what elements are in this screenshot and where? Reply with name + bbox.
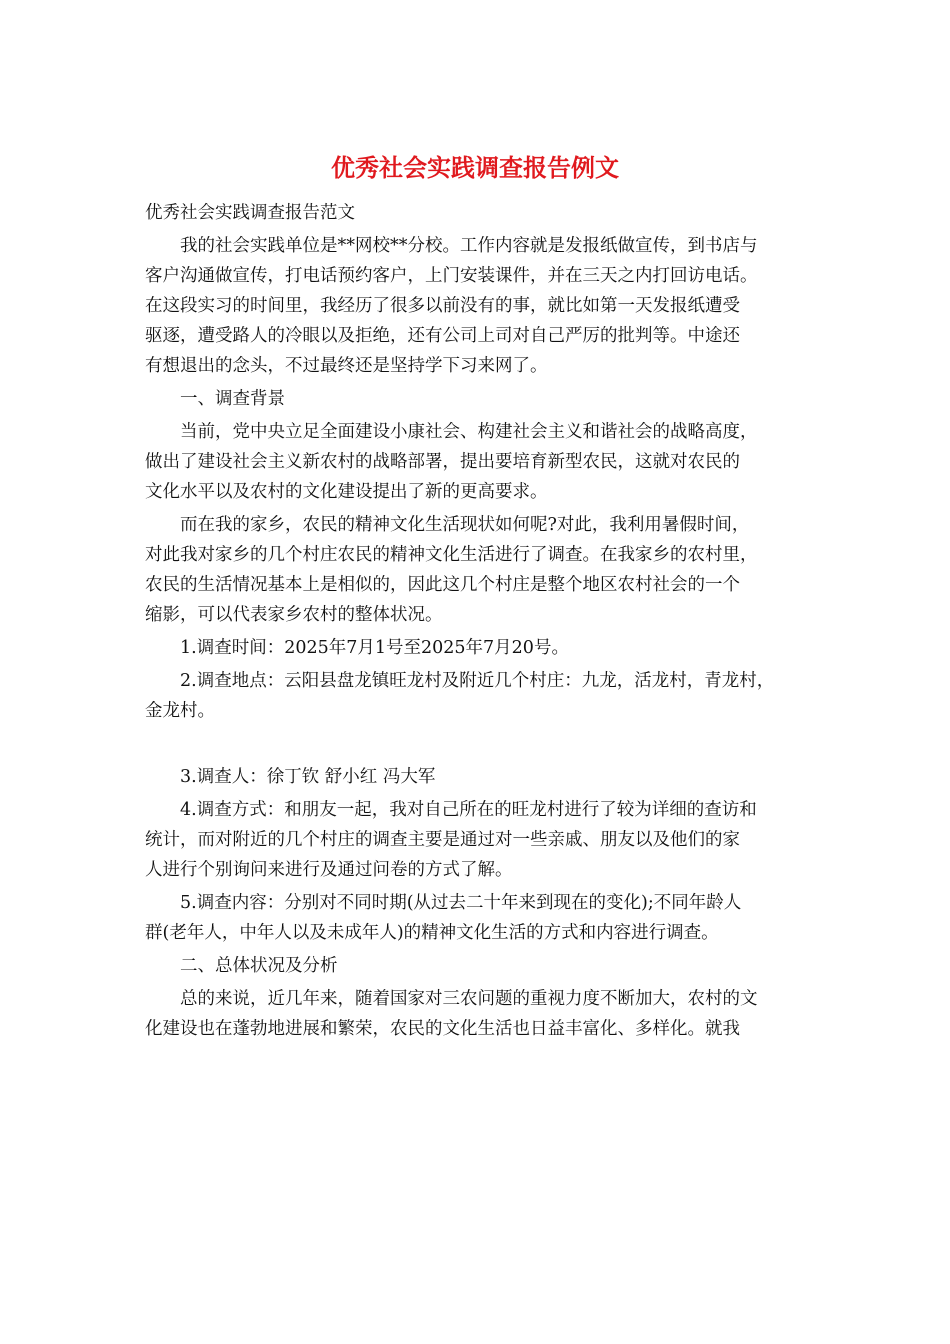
paragraph-line: 做出了建设社会主义新农村的战略部署，提出要培育新型农民，这就对农民的	[145, 452, 740, 472]
paragraph	[145, 888, 817, 948]
paragraph-line: 4.调查方式：和朋友一起，我对自己所在的旺龙村进行了较为详细的查访和	[180, 800, 757, 820]
document-title: 优秀社会实践调查报告例文	[331, 153, 619, 182]
paragraph	[145, 384, 817, 414]
document-body	[145, 198, 817, 1047]
paragraph-line: 而在我的家乡，农民的精神文化生活现状如何呢?对此，我利用暑假时间，	[180, 515, 750, 535]
paragraph-line: 客户沟通做宣传，打电话预约客户，上门安装课件，并在三天之内打回访电话。	[145, 266, 758, 286]
paragraph-line: 有想退出的念头，不过最终还是坚持学下习来网了。	[145, 356, 548, 376]
paragraph-line: 总的来说，近几年来，随着国家对三农问题的重视力度不断加大，农村的文	[180, 989, 758, 1009]
paragraph	[145, 633, 817, 663]
paragraph-line: 金龙村。	[145, 701, 215, 721]
paragraph-line: 3.调查人：徐丁钦 舒小红 冯大军	[180, 767, 436, 787]
paragraph-line: 5.调查内容：分别对不同时期(从过去二十年来到现在的变化);不同年龄人	[180, 893, 742, 913]
paragraph-line: 在这段实习的时间里，我经历了很多以前没有的事，就比如第一天发报纸遭受	[145, 296, 740, 316]
paragraph	[145, 666, 817, 726]
paragraph-line: 化建设也在蓬勃地进展和繁荣，农民的文化生活也日益丰富化、多样化。就我	[145, 1019, 740, 1039]
document-subtitle: 优秀社会实践调查报告范文	[145, 203, 355, 223]
paragraph-line: 我的社会实践单位是**网校**分校。工作内容就是发报纸做宣传，到书店与	[180, 236, 758, 256]
paragraph-line: 1.调查时间：2025年7月1号至2025年7月20号。	[180, 638, 569, 658]
paragraph-gap	[145, 729, 817, 762]
paragraph-line: 2.调查地点：云阳县盘龙镇旺龙村及附近几个村庄：九龙，活龙村，青龙村，	[180, 671, 775, 691]
paragraph	[145, 417, 817, 507]
paragraph-line: 群(老年人，中年人以及未成年人)的精神文化生活的方式和内容进行调查。	[145, 923, 719, 943]
paragraph	[145, 951, 817, 981]
paragraph-line: 驱逐，遭受路人的冷眼以及拒绝，还有公司上司对自己严厉的批判等。中途还	[145, 326, 740, 346]
paragraph-line: 统计，而对附近的几个村庄的调查主要是通过对一些亲戚、朋友以及他们的家	[145, 830, 740, 850]
paragraph-line: 人进行个别询问来进行及通过问卷的方式了解。	[145, 860, 513, 880]
paragraph	[145, 795, 817, 885]
paragraph-line: 二、总体状况及分析	[180, 956, 338, 976]
paragraph-line: 文化水平以及农村的文化建设提出了新的更高要求。	[145, 482, 548, 502]
paragraph-line: 一、调查背景	[180, 389, 285, 409]
paragraph-line: 当前，党中央立足全面建设小康社会、构建社会主义和谐社会的战略高度，	[180, 422, 758, 442]
paragraph	[145, 984, 817, 1044]
paragraph-line: 农民的生活情况基本上是相似的，因此这几个村庄是整个地区农村社会的一个	[145, 575, 740, 595]
paragraph-line: 缩影，可以代表家乡农村的整体状况。	[145, 605, 443, 625]
paragraph-list	[145, 231, 817, 1044]
paragraph	[145, 762, 817, 792]
paragraph	[145, 231, 817, 381]
paragraph-line: 对此我对家乡的几个村庄农民的精神文化生活进行了调查。在我家乡的农村里，	[145, 545, 758, 565]
paragraph	[145, 510, 817, 630]
